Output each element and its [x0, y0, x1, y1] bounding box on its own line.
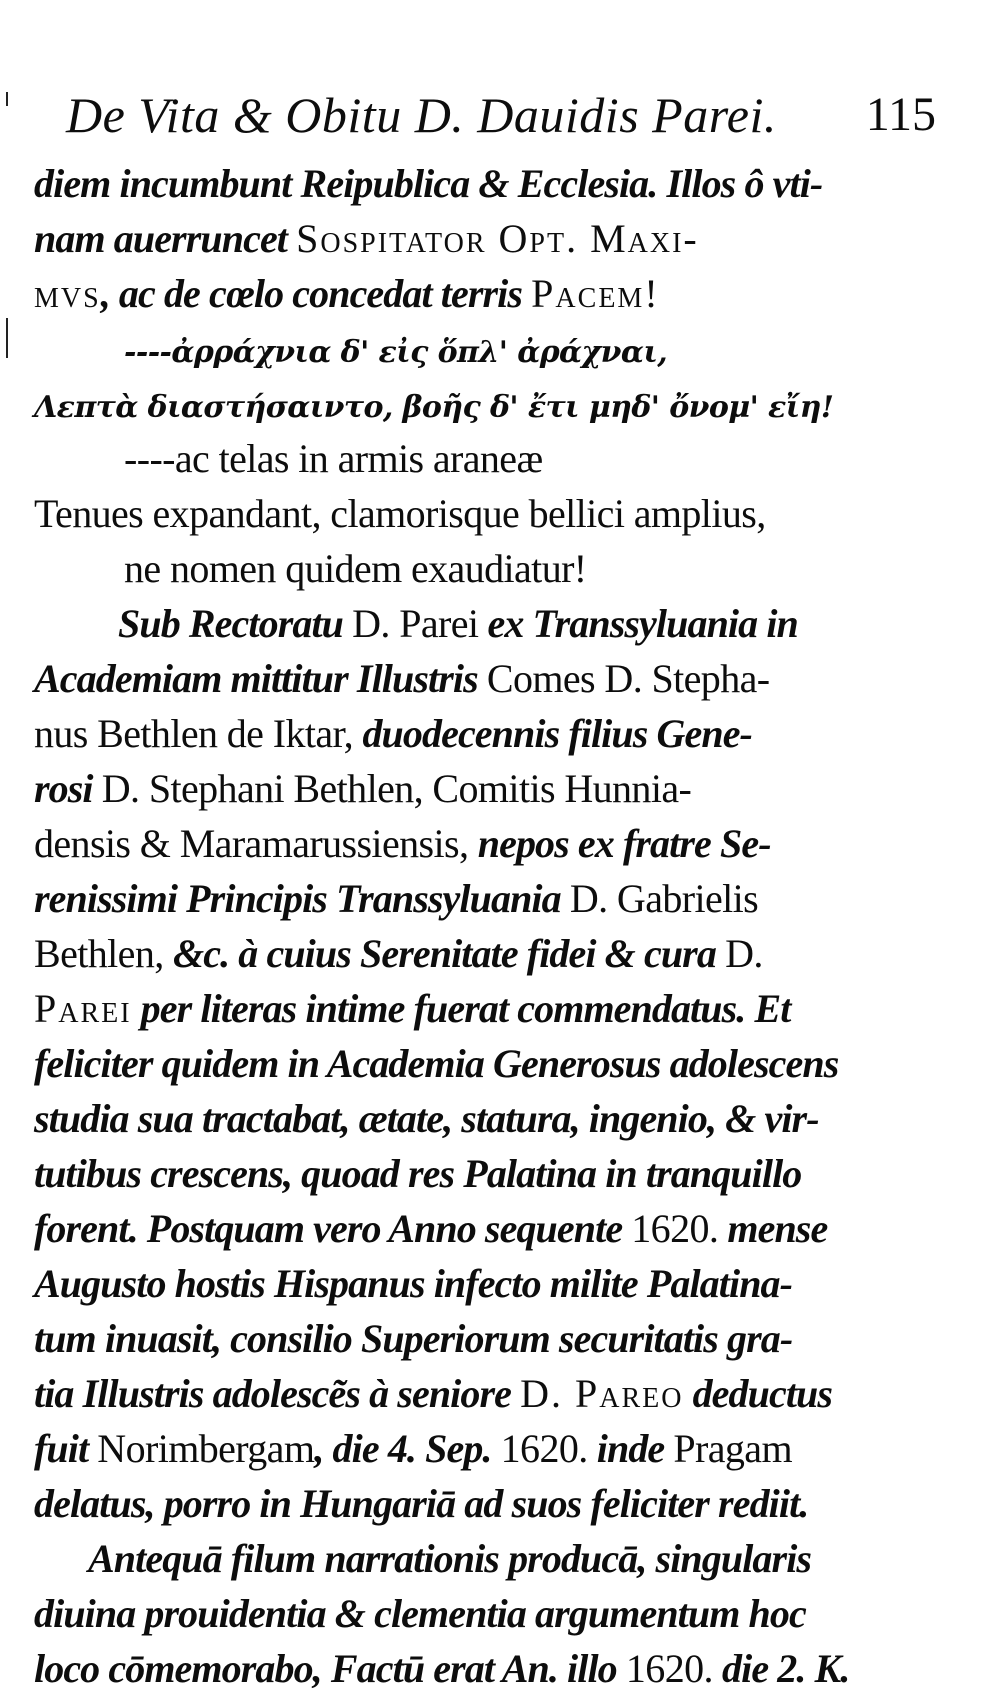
text-span: studia sua tractabat, ætate, statura, ingenio, & vir- — [34, 1096, 819, 1141]
text-span: loco cōmemorabo, Factū erat An. illo — [34, 1646, 626, 1691]
verse-line — [34, 431, 914, 486]
text-span: duodecennis filius Gene- — [362, 711, 752, 756]
text-span: mvs — [34, 271, 101, 316]
text-span: fuit — [34, 1426, 98, 1471]
verse-line — [34, 541, 914, 596]
running-head: De Vita & Obitu D. Dauidis Parei. — [66, 87, 777, 143]
text-span: Norimbergam — [97, 1426, 315, 1471]
text-span: deductus — [683, 1371, 833, 1416]
verse-line — [34, 321, 914, 376]
text-span: forent. Postquam vero Anno sequente — [34, 1206, 632, 1251]
text-span: D. Stephani Bethlen, Comitis Hunnia- — [101, 766, 692, 811]
text-span: Antequā filum narrationis producā, singularis — [88, 1536, 812, 1581]
text-span: diem incumbunt Reipublica & Ecclesia. Illos ô vti- — [34, 161, 823, 206]
text-line — [34, 871, 914, 926]
text-span: tutibus crescens, quoad res Palatina in tranquillo — [34, 1151, 802, 1196]
text-line — [34, 156, 914, 211]
text-span: per literas intime fuerat commendatus. Et — [131, 986, 791, 1031]
text-line — [34, 1421, 914, 1476]
text-line — [34, 1091, 914, 1146]
text-line — [34, 211, 914, 266]
text-span: ex Transsyluania in — [478, 601, 798, 646]
text-line — [34, 1366, 914, 1421]
text-span: Comes D. Stepha- — [486, 656, 770, 701]
text-span: D. Pareo — [520, 1371, 684, 1416]
text-line — [34, 926, 914, 981]
text-line — [34, 1146, 914, 1201]
text-span: Parei — [34, 986, 132, 1031]
text-span: D. Parei — [352, 601, 479, 646]
page-header — [66, 80, 946, 150]
text-line — [34, 1201, 914, 1256]
text-span: renissimi Principis Transsyluania — [34, 876, 570, 921]
text-span: inde — [587, 1426, 674, 1471]
text-span: tum inuasit, consilio Superiorum securitatis gra- — [34, 1316, 793, 1361]
text-span: Pragam — [673, 1426, 792, 1471]
text-line — [34, 1476, 914, 1531]
text-span: Augusto hostis Hispanus infecto milite Palatina- — [34, 1261, 793, 1306]
page-number: 115 — [865, 88, 936, 141]
text-line — [34, 1531, 914, 1586]
latin-verse: ne nomen quidem exaudiatur! — [124, 546, 587, 591]
text-line — [34, 1036, 914, 1091]
text-span: Academiam mittitur Illustris — [34, 656, 487, 701]
text-span: diuina prouidentia & clementia argumentum hoc — [34, 1591, 806, 1636]
text-line — [34, 981, 914, 1036]
text-span: nepos ex fratre Se- — [477, 821, 771, 866]
text-span: densis & Maramarussiensis, — [34, 821, 478, 866]
text-line — [34, 1311, 914, 1366]
text-span: Pacem! — [531, 271, 660, 316]
greek-verse: ----ἀρράχνια δ' εἰς ὅπλ' ἀράχναι, — [124, 335, 668, 370]
verse-line — [34, 376, 914, 431]
text-span: , die 4. Sep. — [314, 1426, 501, 1471]
text-span: Bethlen, — [34, 931, 174, 976]
text-span: 1620. — [500, 1426, 588, 1471]
text-line — [34, 596, 914, 651]
text-span: D. — [725, 931, 763, 976]
text-span: nus Bethlen de Iktar, — [34, 711, 363, 756]
text-line — [34, 1256, 914, 1311]
text-line — [34, 651, 914, 706]
text-span: nam auerruncet — [34, 216, 297, 261]
verse-line — [34, 486, 914, 541]
main-text — [34, 156, 914, 1696]
latin-verse: ----ac telas in armis araneæ — [124, 436, 543, 481]
margin-mark — [6, 92, 8, 106]
text-span: Sospitator Opt. Maxi- — [296, 216, 699, 261]
text-span: rosi — [34, 766, 102, 811]
margin-mark — [6, 318, 8, 358]
text-line — [34, 706, 914, 761]
text-span: 1620. — [631, 1206, 719, 1251]
greek-verse: Λεπτὰ διαστήσαιντο, βοῆς δ' ἔτι μηδ' ὄνομ' εἴη! — [34, 390, 834, 425]
text-line — [34, 266, 914, 321]
text-span: &c. à cuius Serenitate fidei & cura — [173, 931, 726, 976]
text-span: feliciter quidem in Academia Generosus adolescens — [34, 1041, 839, 1086]
text-span: tia Illustris adolescẽs à seniore — [34, 1371, 521, 1416]
latin-verse: Tenues expandant, clamorisque bellici amplius, — [34, 491, 766, 536]
text-span: mense — [718, 1206, 828, 1251]
text-span: , ac de cœlo concedat terris — [100, 271, 532, 316]
text-span: D. Gabrielis — [569, 876, 759, 921]
text-line — [34, 761, 914, 816]
text-line — [34, 1641, 914, 1696]
text-line — [34, 1586, 914, 1641]
text-span: delatus, porro in Hungariā ad suos feliciter rediit. — [34, 1481, 809, 1526]
text-span: Sub Rectoratu — [118, 601, 353, 646]
text-line — [34, 816, 914, 871]
text-span: die 2. K. — [712, 1646, 850, 1691]
text-span: 1620. — [625, 1646, 713, 1691]
